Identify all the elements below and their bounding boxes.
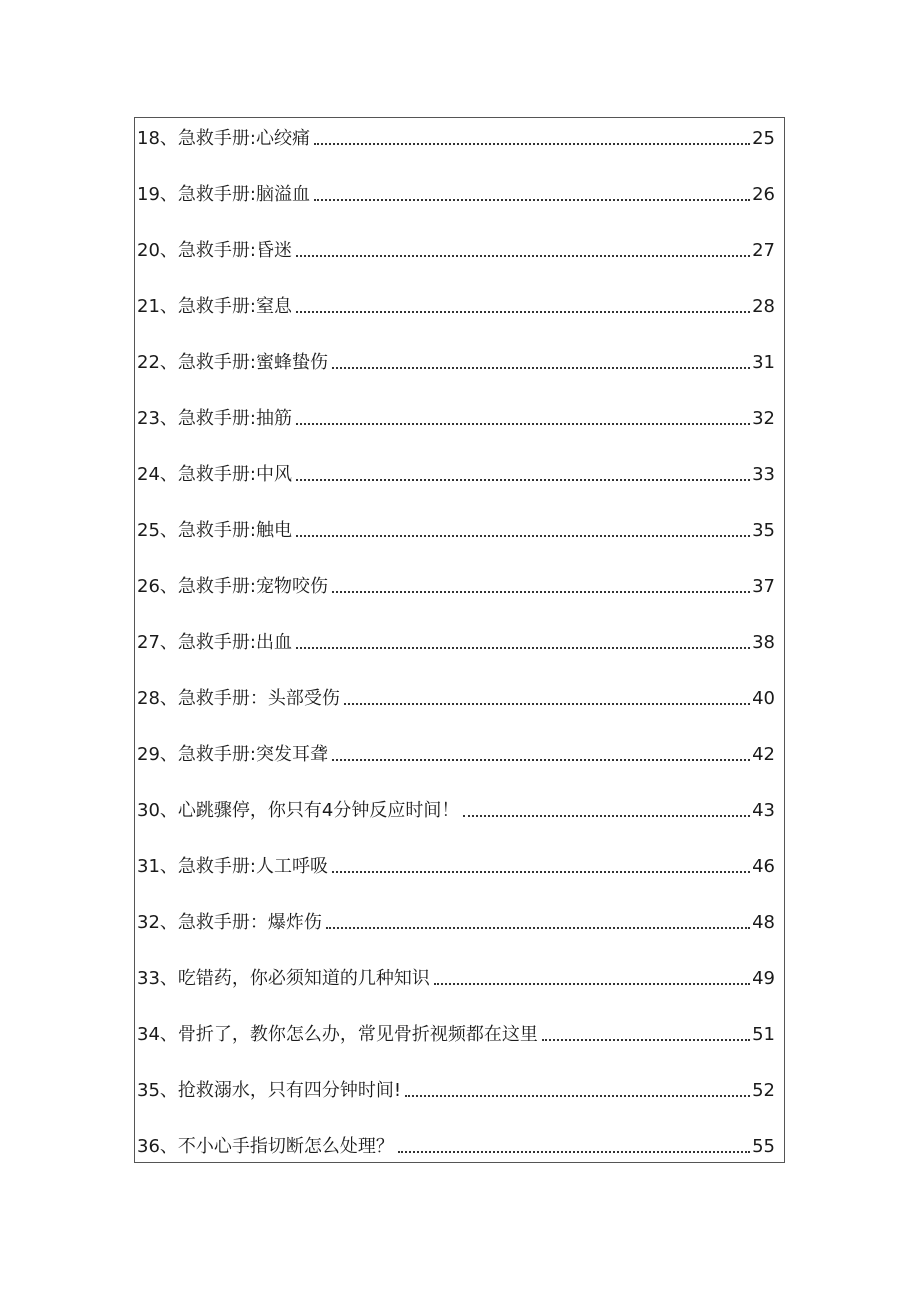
toc-entry-page: 42 xyxy=(752,744,775,765)
toc-entry-title: 20、急救手册:昏迷 xyxy=(137,240,292,261)
toc-entry-title: 30、心跳骤停，你只有4分钟反应时间！ xyxy=(137,800,460,821)
toc-entry[interactable] xyxy=(137,962,775,990)
toc-entry[interactable] xyxy=(137,514,775,542)
toc-entry[interactable] xyxy=(137,626,775,654)
toc-entry[interactable] xyxy=(137,234,775,262)
toc-entry-title: 24、急救手册:中风 xyxy=(137,464,292,485)
toc-dot-leader xyxy=(296,535,750,537)
toc-entry-title: 32、急救手册：爆炸伤 xyxy=(137,912,322,933)
toc-entry-page: 28 xyxy=(752,296,775,317)
toc-entry-page: 46 xyxy=(752,856,775,877)
toc-entry-title: 19、急救手册:脑溢血 xyxy=(137,184,310,205)
toc-dot-leader xyxy=(314,143,750,145)
toc-entry-page: 48 xyxy=(752,912,775,933)
toc-entry[interactable] xyxy=(137,1130,775,1158)
toc-entry-page: 25 xyxy=(752,128,775,149)
toc-entry-title: 26、急救手册:宠物咬伤 xyxy=(137,576,328,597)
toc-entry-page: 32 xyxy=(752,408,775,429)
toc-entry[interactable] xyxy=(137,682,775,710)
toc-entry-title: 22、急救手册:蜜蜂蛰伤 xyxy=(137,352,328,373)
toc-dot-leader xyxy=(296,647,750,649)
toc-entry-page: 38 xyxy=(752,632,775,653)
toc-entry-page: 52 xyxy=(752,1080,775,1101)
toc-dot-leader xyxy=(332,871,750,873)
toc-dot-leader xyxy=(332,759,750,761)
toc-entry[interactable] xyxy=(137,458,775,486)
toc-entry-title: 21、急救手册:窒息 xyxy=(137,296,292,317)
toc-entry-title: 29、急救手册:突发耳聋 xyxy=(137,744,328,765)
toc-entry-title: 25、急救手册:触电 xyxy=(137,520,292,541)
toc-entry-page: 27 xyxy=(752,240,775,261)
toc-dot-leader xyxy=(398,1151,750,1153)
toc-entry[interactable] xyxy=(137,794,775,822)
toc-entry-page: 55 xyxy=(752,1136,775,1157)
toc-entry-title: 28、急救手册：头部受伤 xyxy=(137,688,340,709)
toc-entry-title: 35、抢救溺水，只有四分钟时间! xyxy=(137,1080,402,1101)
toc-entry-title: 27、急救手册:出血 xyxy=(137,632,292,653)
toc-entry[interactable] xyxy=(137,402,775,430)
toc-entry-page: 33 xyxy=(752,464,775,485)
toc-dot-leader xyxy=(542,1039,750,1041)
toc-entry[interactable] xyxy=(137,1074,775,1102)
toc-dot-leader xyxy=(296,311,750,313)
toc-entry-page: 26 xyxy=(752,184,775,205)
toc-entry-page: 49 xyxy=(752,968,775,989)
toc-dot-leader xyxy=(296,423,750,425)
toc-entry[interactable] xyxy=(137,346,775,374)
table-of-contents xyxy=(134,117,785,1163)
toc-dot-leader xyxy=(326,927,750,929)
toc-entry-page: 31 xyxy=(752,352,775,373)
toc-entry-page: 40 xyxy=(752,688,775,709)
toc-entry[interactable] xyxy=(137,738,775,766)
toc-entry-title: 34、骨折了，教你怎么办，常见骨折视频都在这里 xyxy=(137,1024,538,1045)
toc-entry[interactable] xyxy=(137,178,775,206)
toc-entry-title: 33、吃错药，你必须知道的几种知识 xyxy=(137,968,430,989)
toc-entry[interactable] xyxy=(137,570,775,598)
toc-dot-leader xyxy=(434,983,750,985)
toc-dot-leader xyxy=(314,199,750,201)
toc-entry-title: 36、不小心手指切断怎么处理？ xyxy=(137,1136,394,1157)
toc-dot-leader xyxy=(332,591,750,593)
toc-entry[interactable] xyxy=(137,122,775,150)
toc-dot-leader xyxy=(332,367,750,369)
toc-dot-leader xyxy=(344,703,750,705)
toc-dot-leader xyxy=(296,479,750,481)
toc-entry[interactable] xyxy=(137,1018,775,1046)
toc-entry[interactable] xyxy=(137,850,775,878)
toc-entry-page: 35 xyxy=(752,520,775,541)
toc-entry-title: 23、急救手册:抽筋 xyxy=(137,408,292,429)
toc-entry-page: 51 xyxy=(752,1024,775,1045)
toc-entry-page: 43 xyxy=(752,800,775,821)
toc-entry-title: 31、急救手册:人工呼吸 xyxy=(137,856,328,877)
toc-dot-leader xyxy=(463,815,750,817)
toc-entry[interactable] xyxy=(137,290,775,318)
toc-entry[interactable] xyxy=(137,906,775,934)
toc-entry-page: 37 xyxy=(752,576,775,597)
toc-entry-title: 18、急救手册:心绞痛 xyxy=(137,128,310,149)
toc-dot-leader xyxy=(405,1095,750,1097)
toc-dot-leader xyxy=(296,255,750,257)
